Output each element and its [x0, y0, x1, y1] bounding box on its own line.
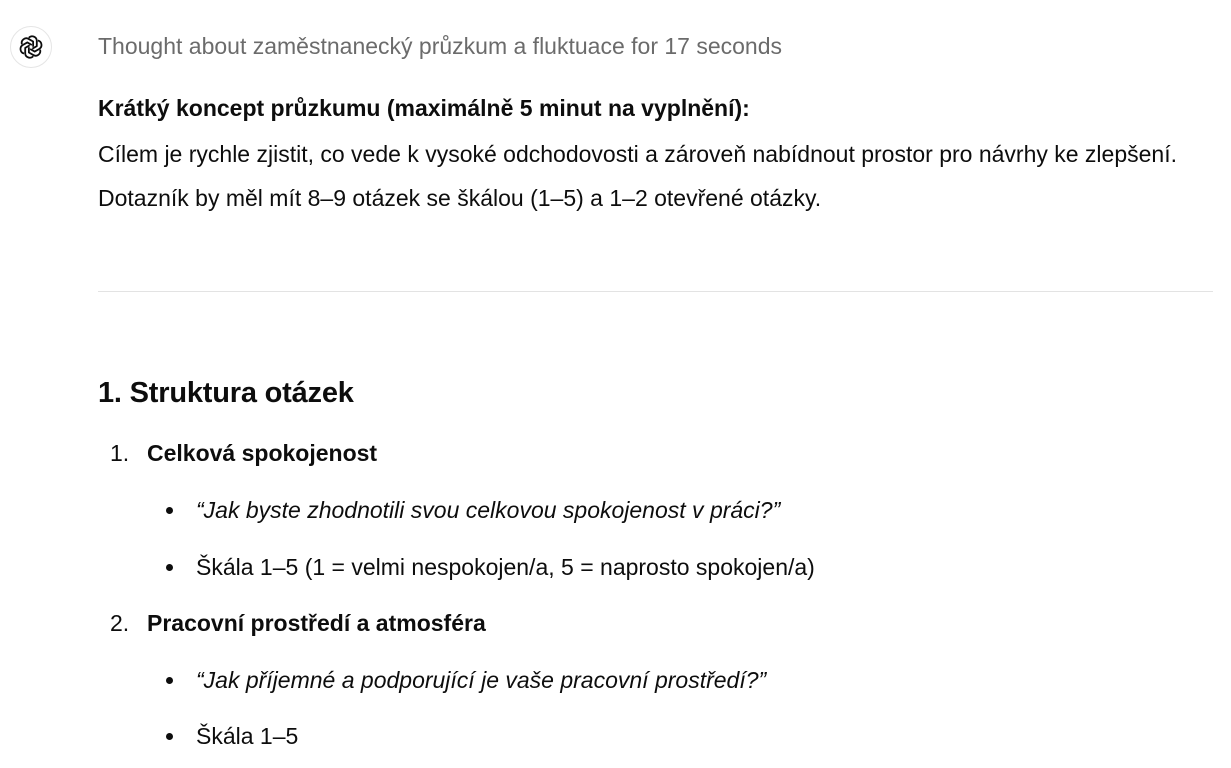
intro-title: Krátký koncept průzkumu (maximálně 5 minut na vyplnění):: [98, 95, 750, 121]
question-number: 1.: [110, 440, 130, 466]
question-label: Celková spokojenost: [147, 440, 378, 466]
thought-summary-toggle[interactable]: Thought about zaměstnanecký průzkum a fluktuace for 17 seconds: [98, 33, 783, 59]
question-prompt: “Jak příjemné a podporující je vaše pracovní prostředí?”: [196, 667, 767, 693]
question-number: 2.: [110, 610, 130, 636]
openai-logo-icon: [18, 34, 44, 60]
bullet-dot: [166, 677, 173, 684]
question-item: [110, 607, 486, 639]
question-label: Pracovní prostředí a atmosféra: [147, 610, 486, 636]
intro-text: Cílem je rychle zjistit, co vede k vysoké odchodovosti a zároveň nabídnout prostor pro návrhy ke zlepšení. Dotazník by měl mít 8–9 otázek se škálou (1–5) a 1–2 otevřené otázky.: [98, 141, 1177, 211]
question-item: [110, 437, 377, 469]
section-title: 1. Struktura otázek: [98, 377, 354, 409]
divider: [98, 291, 1213, 292]
assistant-avatar: [10, 26, 52, 68]
scale-description: Škála 1–5 (1 = velmi nespokojen/a, 5 = naprosto spokojen/a): [196, 554, 815, 580]
scale-description: Škála 1–5: [196, 723, 299, 749]
question-prompt: “Jak byste zhodnotili svou celkovou spokojenost v práci?”: [196, 497, 781, 523]
bullet-dot: [166, 733, 173, 740]
bullet-dot: [166, 564, 173, 571]
bullet-dot: [166, 507, 173, 514]
